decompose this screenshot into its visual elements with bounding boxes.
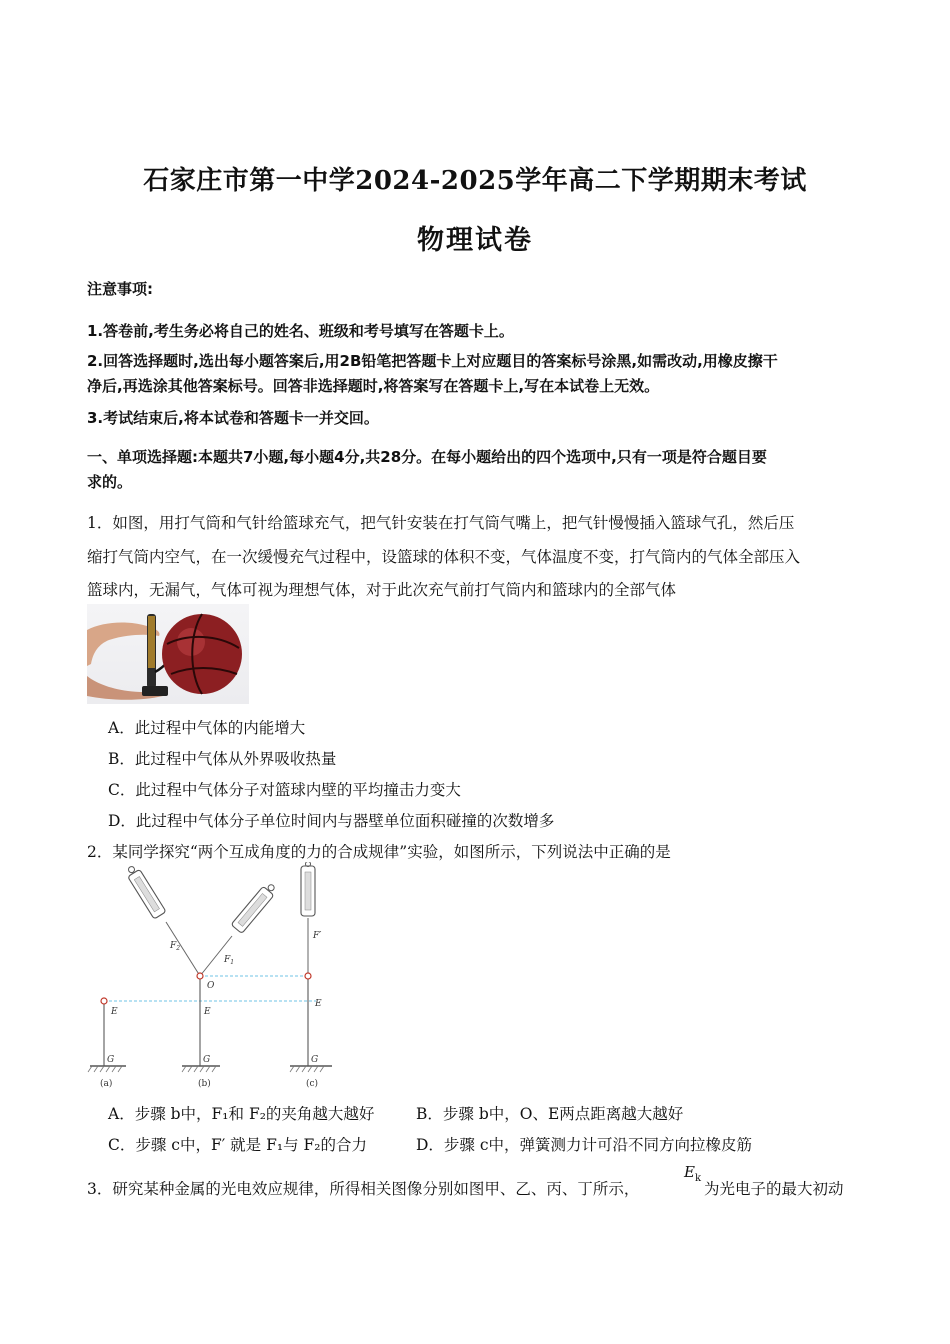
- notice-item-2-line1: 2.回答选择题时,选出每小题答案后,用2B铅笔把答题卡上对应题目的答案标号涂黑,如需改动,用橡皮擦干: [87, 352, 778, 370]
- q1-option-c: C．此过程中气体分子对篮球内壁的平均撞击力变大: [108, 781, 461, 799]
- fig-label-f1-sub: 1: [230, 959, 235, 966]
- fig-label-c: (c): [306, 1079, 319, 1089]
- q3-ek-symbol: $E_k$: [684, 1163, 702, 1184]
- exam-subtitle: 物理试卷: [417, 225, 533, 256]
- fig-label-f2: F: [170, 941, 177, 951]
- notice-heading: 注意事项:: [87, 280, 153, 298]
- exam-title: 石家庄市第一中学2024-2025学年高二下学期期末考试: [143, 166, 807, 196]
- fig-label-b: (b): [198, 1079, 211, 1089]
- fig-b-label-g: G: [203, 1055, 211, 1065]
- q3-stem-before: 3．研究某种金属的光电效应规律，所得相关图像分别如图甲、乙、丙、丁所示，: [87, 1180, 640, 1198]
- notice-item-2-line2: 净后,再选涂其他答案标号。回答非选择题时,将答案写在答题卡上,写在本试卷上无效。: [87, 377, 660, 395]
- fig-b-label-o: O: [207, 981, 215, 991]
- fig-a-label-e: E: [111, 1007, 118, 1017]
- q1-stem-line2: 缩打气筒内空气，在一次缓慢充气过程中，设篮球的体积不变，气体温度不变，打气筒内的气体全部压入: [87, 548, 801, 566]
- fig-c-label-e: E: [315, 999, 322, 1009]
- fig-a-label-g: G: [107, 1055, 115, 1065]
- q2-option-c: C．步骤 c中，F′ 就是 F₁与 F₂的合力: [108, 1136, 367, 1154]
- force-composition-figure: [86, 862, 346, 1096]
- q1-option-d: D．此过程中气体分子单位时间内与器壁单位面积碰撞的次数增多: [108, 812, 555, 830]
- notice-item-1: 1.答卷前,考生务必将自己的姓名、班级和考号填写在答题卡上。: [87, 322, 514, 340]
- section1-heading-line2: 求的。: [87, 473, 133, 491]
- section1-heading-line1: 一、单项选择题:本题共7小题,每小题4分,共28分。在每小题给出的四个选项中,只有一项是符合题目要: [87, 448, 767, 466]
- fig-label-f2-sub: 2: [176, 945, 181, 952]
- q1-option-b: B．此过程中气体从外界吸收热量: [108, 750, 337, 768]
- fig-c-label-g: G: [311, 1055, 319, 1065]
- svg-text:F1: [223, 955, 234, 966]
- q1-option-a: A．此过程中气体的内能增大: [108, 719, 306, 737]
- q2-option-d: D．步骤 c中，弹簧测力计可沿不同方向拉橡皮筋: [416, 1136, 753, 1154]
- fig-c-label-fp: F′: [313, 931, 322, 941]
- notice-item-3: 3.考试结束后,将本试卷和答题卡一并交回。: [87, 409, 379, 427]
- q1-stem-line1: 1．如图，用打气筒和气针给篮球充气，把气针安装在打气筒气嘴上，把气针慢慢插入篮球气孔，然后压: [87, 514, 795, 532]
- fig-label-a: (a): [100, 1079, 113, 1089]
- q2-option-b: B．步骤 b中，O、E两点距离越大越好: [416, 1105, 684, 1123]
- fig-b-label-e: E: [204, 1007, 211, 1017]
- q2-option-a: A．步骤 b中，F₁和 F₂的夹角越大越好: [108, 1105, 375, 1123]
- q1-stem-line3: 篮球内，无漏气，气体可视为理想气体，对于此次充气前打气筒内和篮球内的全部气体: [87, 581, 677, 599]
- q3-stem-after: 为光电子的最大初动: [704, 1180, 844, 1198]
- q2-stem: 2．某同学探究“两个互成角度的力的合成规律”实验，如图所示，下列说法中正确的是: [87, 843, 671, 861]
- fig-label-f1: F: [224, 955, 231, 965]
- basketball-pump-photo: [87, 604, 249, 704]
